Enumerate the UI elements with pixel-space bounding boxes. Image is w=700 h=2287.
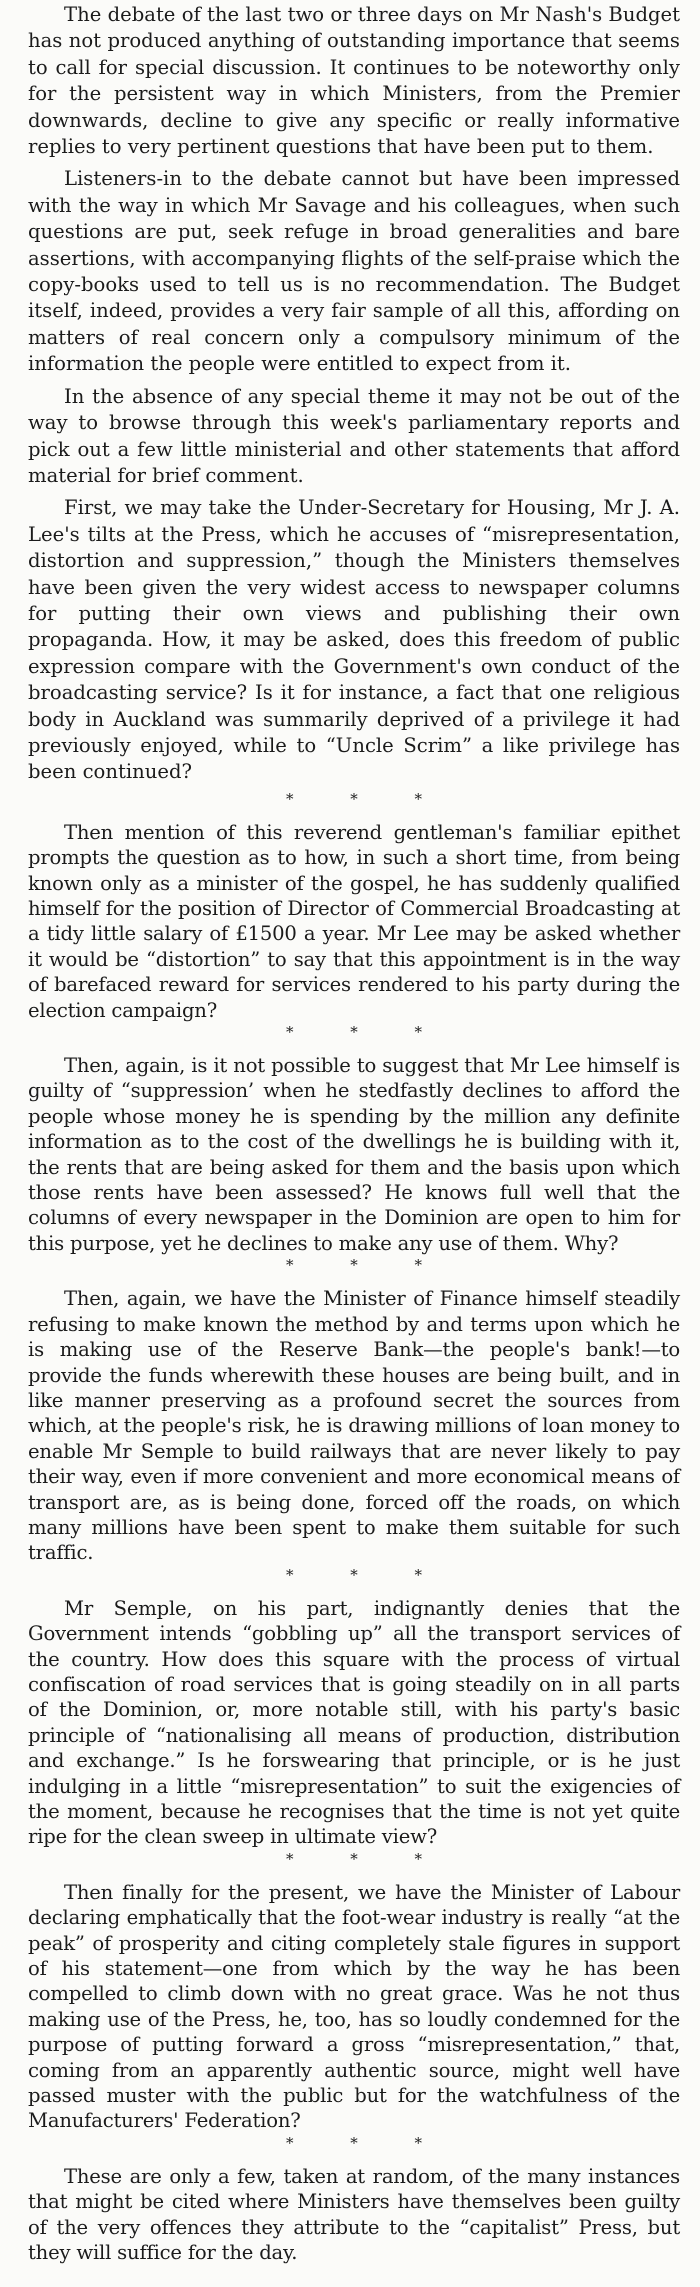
paragraph-budget-debate: The debate of the last two or three days on Mr Nash's Budget has not produced anything of outstanding importance that seems to call for special discussion. It continues to be noteworthy only for the persistent way in which Ministers, from the Premier downwards, decline to give any specific or really informative replies to very pertinent questions that have been put to them.	[28, 3, 680, 159]
section-separator: * * *	[285, 789, 449, 808]
section-separator: * * *	[285, 1023, 449, 1042]
article-column	[28, 2, 680, 2268]
paragraph-conclusion: These are only a few, taken at random, of the many instances that might be cited where Ministers have themselves been guilty of the very offences they attribute to the “capitalist” Press, but they will suffice for the day.	[28, 2164, 680, 2265]
paragraph-suppression: Then, again, is it not possible to suggest that Mr Lee himself is guilty of “suppression’ when he stedfastly declines to afford the people whose money he is spending by the million any definite information as to the cost of the dwellings he is building with it, the rents that are being asked for them and the basis upon which those rents have been assessed? He knows full well that the columns of every newspaper in the Dominion are open to him for this purpose, yet he declines to make any use of them. Why?	[28, 1054, 680, 1255]
section-separator: * * *	[285, 1565, 449, 1584]
paragraph-listeners-in: Listeners-in to the debate cannot but have been impressed with the way in which Mr Savage and his colleagues, when such questions are put, seek refuge in broad generalities and bare assertions, with accompanying flights of the self-praise which the copy-books used to tell us is no recommendation. The Budget itself, indeed, provides a very fair sample of all this, affording on matters of real concern only a compulsory minimum of the information the people were entitled to expect from it.	[28, 167, 680, 376]
section-separator: * * *	[285, 2133, 449, 2152]
paragraph-mr-semple: Mr Semple, on his part, indignantly denies that the Government intends “gobbling up” all the transport services of the country. How does this square with the process of virtual confiscation of road services that is going steadily on in all parts of the Dominion, or, more notable still, with his party's basic principle of “nationalising all means of production, distribution and exchange.” Is he forswearing that principle, or is he just indulging in a little “misrepresentation” to suit the exigencies of the moment, because he recognises that the time is not yet quite ripe for the clean sweep in ultimate view?	[28, 1596, 680, 1849]
paragraph-under-secretary-housing: First, we may take the Under-Secretary for Housing, Mr J. A. Lee's tilts at the Press, which he accuses of “misrepresentation, distortion and suppression,” though the Ministers themselves have been given the very widest access to newspaper columns for putting their own views and publishing their own propaganda. How, it may be asked, does this freedom of public expression compare with the Government's own conduct of the broadcasting service? Is it for instance, a fact that one religious body in Auckland was summarily deprived of a privilege it had previously enjoyed, while to “Uncle Scrim” a like privilege has been continued?	[28, 496, 680, 784]
paragraph-reverend-gentleman: Then mention of this reverend gentleman's familiar epithet prompts the question as to how, in such a short time, from being known only as a minister of the gospel, he has suddenly qualified himself for the position of Director of Commercial Broadcasting at a tidy little salary of £1500 a year. Mr Lee may be asked whether it would be “distortion” to say that this appointment is in the way of barefaced reward for services rendered to his party during the election campaign?	[28, 820, 680, 1022]
paragraph-minister-of-finance: Then, again, we have the Minister of Finance himself steadily refusing to make known the method by and terms upon which he is making use of the Reserve Bank—the people's bank!—to provide the funds wherewith these houses are being built, and in like manner preserving as a profound secret the sources from which, at the people's risk, he is drawing millions of loan money to enable Mr Semple to build railways that are never likely to pay their way, even if more convenient and more economical means of transport are, as is being done, forced off the roads, on which many millions have been spent to make them suitable for such traffic.	[28, 1287, 680, 1565]
section-separator: * * *	[285, 1849, 449, 1868]
paragraph-minister-of-labour: Then finally for the present, we have the Minister of Labour declaring emphatically that the foot-wear industry is really “at the peak” of prosperity and citing completely stale figures in support of his statement—one from which by the way he has been compelled to climb down with no great grace. Was he not thus making use of the Press, he, too, has so loudly condemned for the purpose of putting forward a gross “misrepresentation,” that, coming from an apparently authentic source, might well have passed muster with the public but for the watchfulness of the Manufacturers' Federation?	[28, 1880, 680, 2133]
section-separator: * * *	[285, 1256, 449, 1275]
paragraph-special-theme: In the absence of any special theme it may not be out of the way to browse through this week's parliamentary reports and pick out a few little ministerial and other statements that afford material for brief comment.	[28, 384, 680, 487]
